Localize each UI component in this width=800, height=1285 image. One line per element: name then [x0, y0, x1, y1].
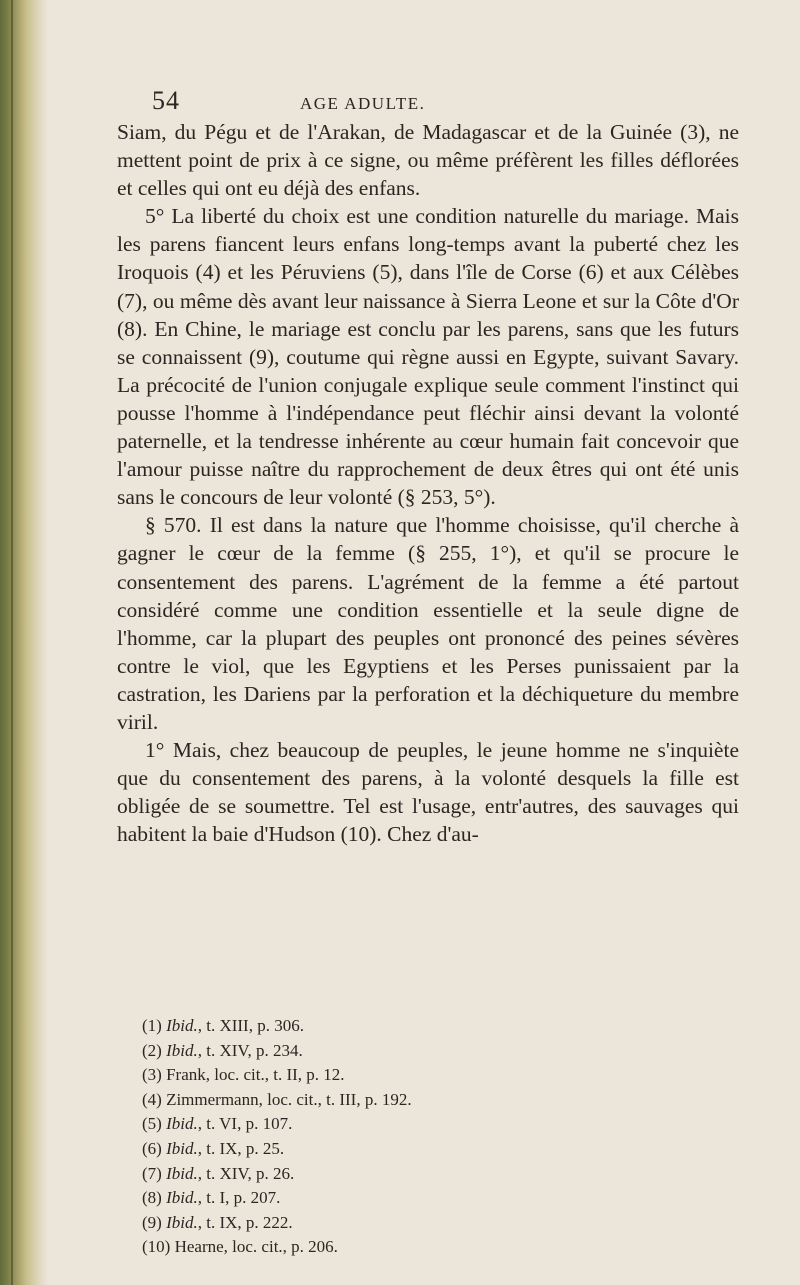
- page-header: [88, 86, 728, 118]
- footnote-number: (10): [142, 1237, 171, 1257]
- page-number: 54: [152, 86, 180, 115]
- footnote-number: (4): [142, 1089, 162, 1109]
- footnote-reference: , t. XIV, p. 26.: [197, 1163, 295, 1183]
- footnote-number: (7): [142, 1163, 162, 1183]
- footnote-source: Zimmermann, loc. cit.: [166, 1089, 318, 1109]
- footnote-item: [142, 1235, 642, 1260]
- footnote-source: Ibid.: [166, 1016, 198, 1035]
- book-binding-edge: [0, 0, 48, 1285]
- footnote-number: (1): [142, 1016, 162, 1035]
- footnote-source: Ibid.: [166, 1138, 198, 1158]
- paragraph-continued: Siam, du Pégu et de l'Arakan, de Madagascar et de la Guinée (3), ne mettent point de prix à ce signe, ou même préfèrent les filles déflorées et celles qui ont eu déjà des enfans.: [117, 120, 739, 201]
- footnote-source: Hearne, loc. cit.: [174, 1237, 283, 1257]
- binding-stitch-line: [11, 0, 13, 1285]
- paragraph-section-570: § 570. Il est dans la nature que l'homme choisisse, qu'il cherche à gagner le cœur de la femme (§ 255, 1°), et qu'il se procure le consentement des parens. L'agrément de la femme a été partout considéré comme une condition essentielle et la seule digne de l'homme, car la plupart des peuples ont prononcé des peines sévères contre le viol, que les Egyptiens et les Perses punissaient par la castration, les Dariens par la perforation et la déchiqueture du membre viril.: [117, 513, 739, 734]
- footnote-reference: , t. XIII, p. 306.: [197, 1016, 304, 1035]
- footnote-number: (8): [142, 1188, 162, 1208]
- footnote-reference: , t. I, p. 207.: [197, 1188, 281, 1208]
- footnote-source: Ibid.: [166, 1188, 198, 1208]
- body-text: [117, 118, 739, 848]
- footnote-item: [142, 1039, 642, 1064]
- footnotes: [142, 1014, 642, 1260]
- footnote-reference: , t. III, p. 192.: [317, 1089, 412, 1109]
- paragraph-free-choice: 5° La liberté du choix est une condition naturelle du mariage. Mais les parens fiancent leurs enfans long-temps avant la puberté chez les Iroquois (4) et les Péruviens (5), dans l'île de Corse (6) et aux Célèbes (7), ou même dès avant leur naissance à Sierra Leone et sur la Côte d'Or (8). En Chine, le mariage est conclu par les parens, sans que les futurs se connaissent (9), coutume qui règne aussi en Egypte, suivant Savary. La précocité de l'union conjugale explique seule comment l'instinct qui pousse l'homme à l'indépendance peut fléchir ainsi devant la volonté paternelle, et la tendresse inhérente au cœur humain fait concevoir que l'amour puisse naître du rapprochement de deux êtres qui ont été unis sans le concours de leur volonté (§ 253, 5°).: [117, 204, 739, 510]
- running-title: AGE ADULTE.: [300, 94, 426, 113]
- footnote-number: (3): [142, 1065, 162, 1085]
- footnote-item: [142, 1211, 642, 1236]
- footnote-reference: , t. IX, p. 222.: [197, 1212, 293, 1232]
- footnote-source: Ibid.: [166, 1040, 198, 1060]
- footnote-source: Frank, loc. cit.: [166, 1065, 265, 1085]
- footnote-item: [142, 1112, 642, 1137]
- footnote-item: [142, 1137, 642, 1162]
- footnote-number: (5): [142, 1114, 162, 1134]
- footnote-number: (2): [142, 1040, 162, 1060]
- footnote-number: (9): [142, 1212, 162, 1232]
- footnote-reference: , p. 206.: [282, 1237, 338, 1257]
- footnote-source: Ibid.: [166, 1212, 198, 1232]
- footnote-reference: , t. II, p. 12.: [264, 1065, 345, 1085]
- footnote-source: Ibid.: [166, 1163, 198, 1183]
- footnote-number: (6): [142, 1138, 162, 1158]
- footnote-item: [142, 1014, 642, 1039]
- footnote-item: [142, 1186, 642, 1211]
- footnote-item: [142, 1162, 642, 1187]
- footnote-reference: , t. XIV, p. 234.: [197, 1040, 303, 1060]
- footnote-reference: , t. VI, p. 107.: [197, 1114, 293, 1134]
- footnote-reference: , t. IX, p. 25.: [197, 1138, 285, 1158]
- paragraph-parental-consent: 1° Mais, chez beaucoup de peuples, le jeune homme ne s'inquiète que du consentement des parens, à la volonté desquels la fille est obligée de se soumettre. Tel est l'usage, entr'autres, des sauvages qui habitent la baie d'Hudson (10). Chez d'au-: [117, 738, 739, 847]
- footnote-item: [142, 1063, 642, 1088]
- footnote-source: Ibid.: [166, 1114, 198, 1134]
- footnote-item: [142, 1088, 642, 1113]
